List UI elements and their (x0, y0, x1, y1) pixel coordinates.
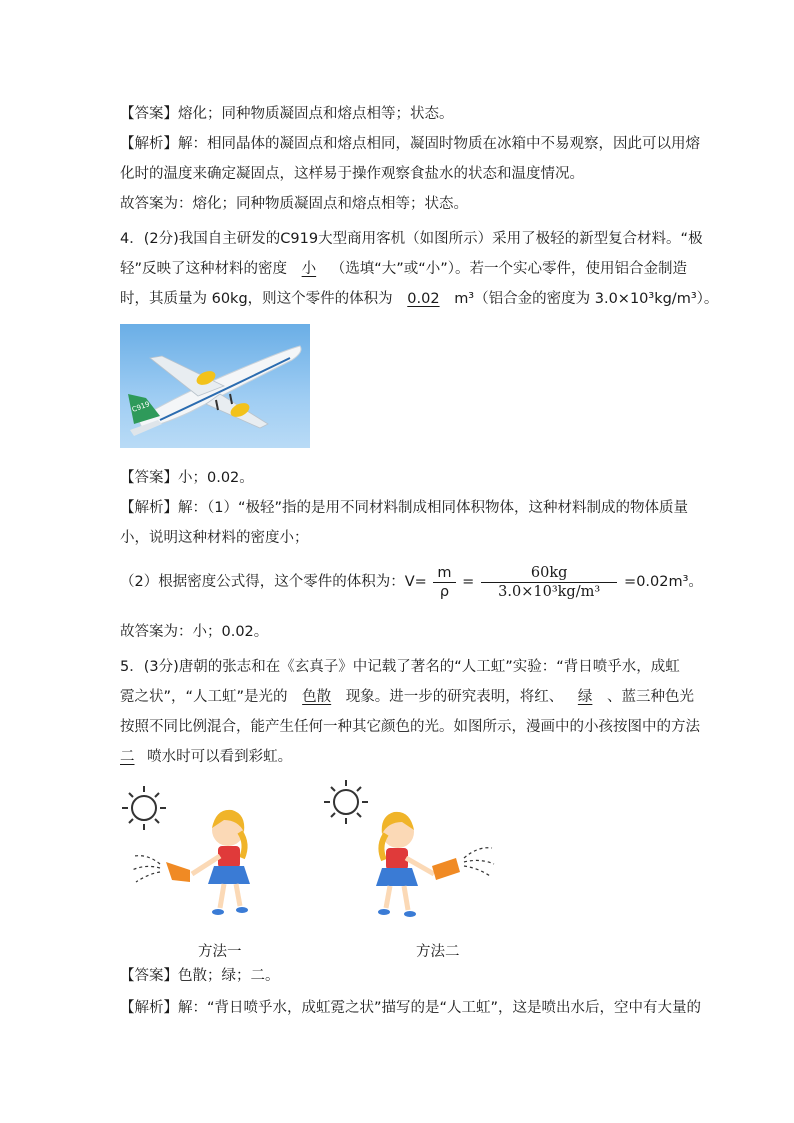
c919-airplane-image (120, 324, 310, 448)
sun-icon (122, 786, 166, 830)
q3-analysis-line-1: 【解析】解：相同晶体的凝固点和熔点相同，凝固时物质在冰箱中不易观察，因此可以用熔 (120, 136, 700, 152)
q4-analysis-line-2: 小，说明这种材料的密度小； (120, 530, 309, 546)
q4-stem-2b: （选填“大”或“小”）。若一个实心零件，使用铝合金制造 (330, 261, 688, 277)
q5-stem-line-2 (120, 687, 694, 707)
q5-stem-line-4 (120, 747, 680, 767)
q5-stem-2c: 、蓝三种色光 (606, 689, 694, 705)
q4-stem-line-3 (120, 289, 719, 309)
fraction-mass-over-density (481, 564, 618, 601)
formula-numerator: 60kg (481, 564, 618, 583)
q5-blank-2: 绿 (577, 689, 593, 705)
formula-rho: ρ (439, 583, 450, 600)
q5-stem-line-3: 按照不同比例混合，能产生任何一种其它颜色的光。如图所示，漫画中的小孩按图中的方法 (120, 719, 700, 735)
formula-result: =0.02m³。 (624, 574, 703, 590)
airplane-illustration (120, 324, 310, 448)
q5-blank-3: 二 (120, 749, 135, 765)
q4-answer: 【答案】小；0.02。 (120, 470, 254, 486)
q4-stem-3b: m³（铝合金的密度为 3.0×10³kg/m³）。 (454, 291, 719, 307)
caption-method-two: 方法二 (416, 944, 460, 960)
girl-watering-left-illustration (120, 784, 280, 924)
q5-blank-1: 色散 (302, 689, 332, 705)
q4-formula-line (120, 560, 703, 604)
q3-answer: 【答案】熔化；同种物质凝固点和熔点相等；状态。 (120, 106, 454, 122)
formula-equals: = (462, 574, 475, 590)
q4-stem-2a: 轻”反映了这种材料的密度 (120, 261, 288, 277)
tail-label: C919 (130, 400, 151, 414)
q5-stem-2a: 霓之状”，“人工虹”是光的 (120, 689, 288, 705)
q5-stem-2b: 现象。进一步的研究表明，将红、 (345, 689, 564, 705)
q5-stem-4: 喷水时可以看到彩虹。 (147, 749, 293, 765)
formula-prefix: （2）根据密度公式得，这个零件的体积为：V= (120, 574, 427, 590)
q4-stem-line-1: 4．(2分)我国自主研发的C919大型商用客机（如图所示）采用了极轻的新型复合材料。“极 (120, 231, 703, 247)
q4-conclusion: 故答案为：小；0.02。 (120, 624, 269, 640)
formula-m: m (433, 564, 455, 583)
q5-stem-line-1: 5．(3分)唐朝的张志和在《玄真子》中记载了著名的“人工虹”实验：“背日喷乎水，成虹 (120, 659, 680, 675)
q4-blank-1: 小 (301, 261, 317, 277)
q4-stem-3a: 时，其质量为 60kg，则这个零件的体积为 (120, 291, 393, 307)
q3-conclusion: 故答案为：熔化；同种物质凝固点和熔点相等；状态。 (120, 196, 468, 212)
q4-stem-line-2 (120, 259, 688, 279)
girl-watering-right-illustration (320, 776, 500, 926)
q3-analysis-line-2: 化时的温度来确定凝固点，这样易于操作观察食盐水的状态和温度情况。 (120, 166, 584, 182)
method-one-figure (120, 784, 280, 924)
formula-denominator: 3.0×10³kg/m³ (498, 583, 601, 600)
fraction-m-over-rho (433, 564, 455, 601)
caption-method-one: 方法一 (198, 944, 242, 960)
q5-analysis-line-1: 【解析】解：“背日喷乎水，成虹霓之状”描写的是“人工虹”，这是喷出水后，空中有大量的 (120, 1000, 702, 1016)
q4-blank-2: 0.02 (407, 291, 440, 307)
method-two-figure (320, 776, 500, 926)
sun-icon (324, 780, 368, 824)
q5-answer: 【答案】色散；绿；二。 (120, 968, 280, 984)
q4-analysis-line-1: 【解析】解：（1）“极轻”指的是用不同材料制成相同体积物体，这种材料制成的物体质量 (120, 500, 688, 516)
